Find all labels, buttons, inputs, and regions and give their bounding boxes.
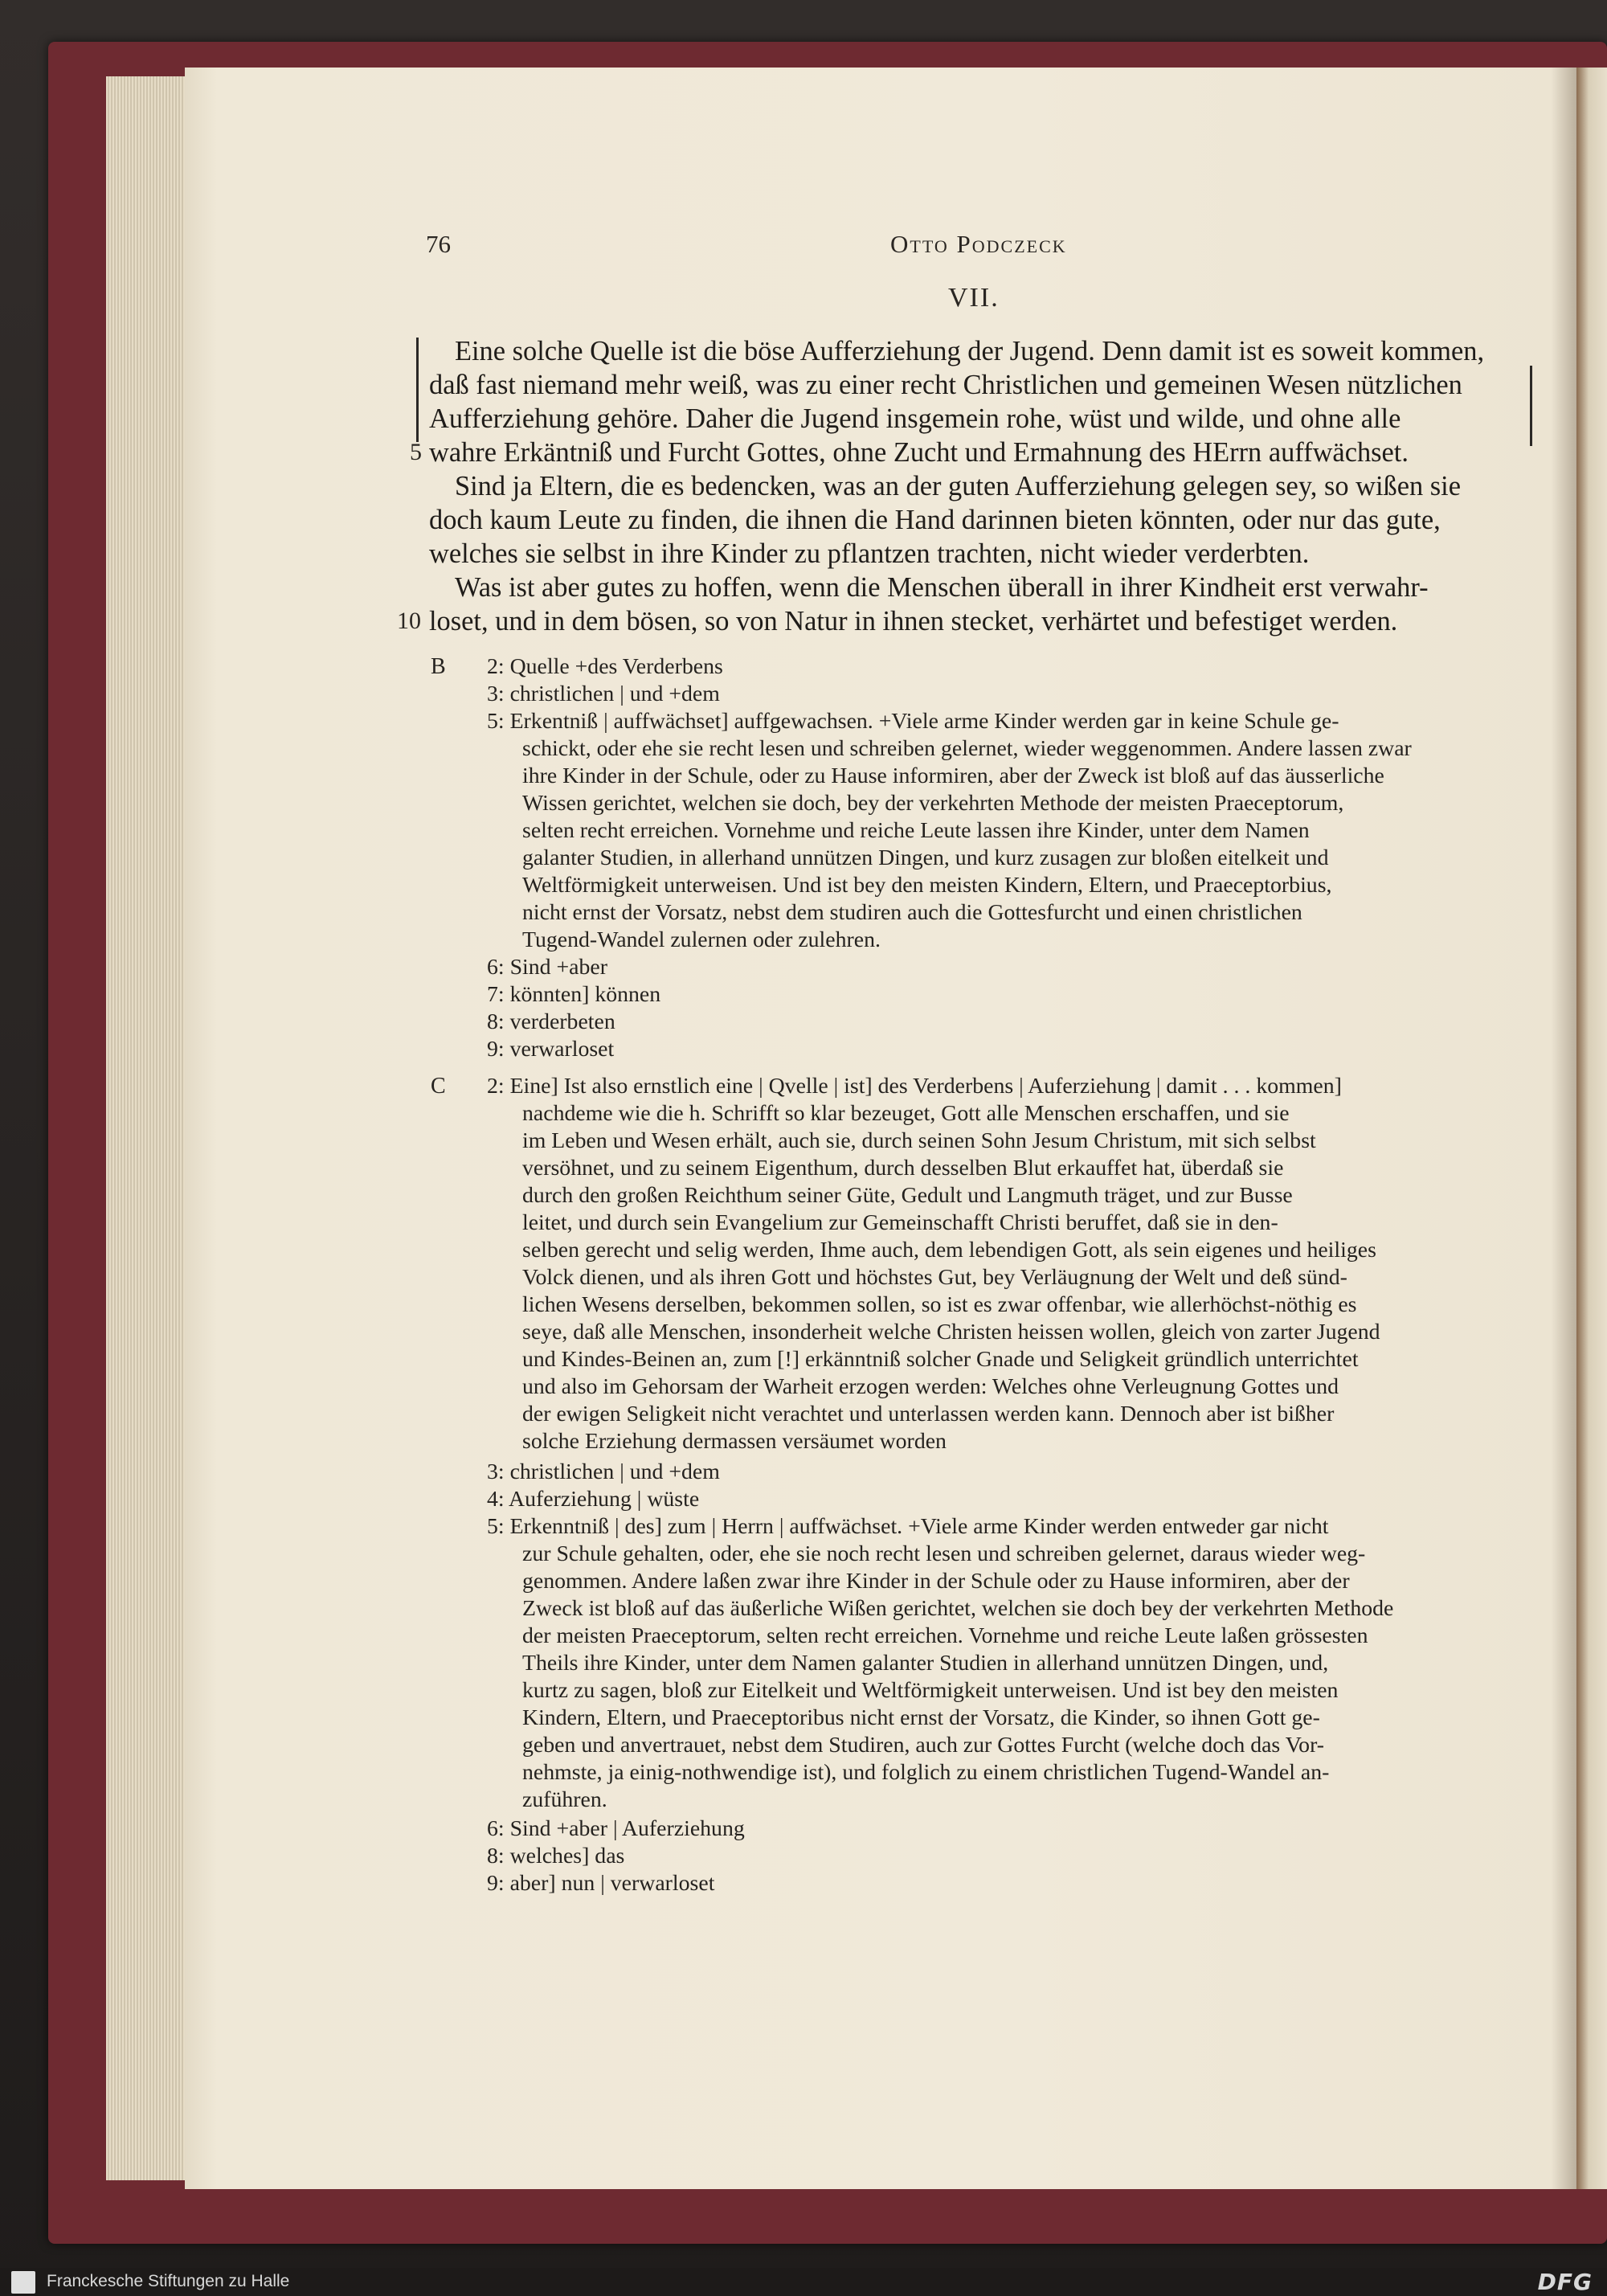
apparatus-line: Kindern, Eltern, und Praeceptoribus nicht ernst der Vorsatz, die Kinder, so ihnen Gott ge- — [522, 1705, 1320, 1730]
main-text-line: loset, und in dem bösen, so von Natur in ihnen stecket, verhärtet und befestiget werden. — [429, 606, 1398, 636]
apparatus-line: zur Schule gehalten, oder, ehe sie noch recht lesen und schreiben gelernet, daraus wieder weg- — [522, 1541, 1366, 1566]
apparatus-line: leitet, und durch sein Evangelium zur Gemeinschafft Christi beruffet, daß sie in den- — [522, 1210, 1278, 1235]
page-number: 76 — [426, 230, 451, 258]
dfg-logo: DFG — [1537, 2269, 1593, 2295]
main-text-line: daß fast niemand mehr weiß, was zu einer recht Christlichen und gemeinen Wesen nützlichen — [429, 370, 1462, 400]
margin-bar-right — [1530, 366, 1532, 446]
apparatus-line: 2: Quelle +des Verderbens — [487, 654, 723, 679]
apparatus-line: Volck dienen, und als ihren Gott und höchstes Gut, bey Verläugnung der Welt und deß sünd- — [522, 1265, 1347, 1290]
apparatus-line: 9: verwarloset — [487, 1037, 615, 1062]
line-number: 5 — [410, 439, 422, 465]
main-text-line: Was ist aber gutes zu hoffen, wenn die Menschen überall in ihrer Kindheit erst verwahr- — [455, 572, 1429, 603]
apparatus-line: solche Erziehung dermassen versäumet worden — [522, 1429, 947, 1454]
apparatus-line: 5: Erkentniß | auffwächset] auffgewachsen. +Viele arme Kinder werden gar in keine Schule ge- — [487, 709, 1339, 734]
main-text-line: Aufferziehung gehöre. Daher die Jugend insgemein rohe, wüst und wilde, und ohne alle — [429, 403, 1401, 434]
apparatus-line: schickt, oder ehe sie recht lesen und schreiben gelernet, wieder weggenommen. Andere lassen zwar — [522, 736, 1412, 761]
main-text-line: Eine solche Quelle ist die böse Aufferziehung der Jugend. Denn damit ist es soweit kommen, — [455, 336, 1485, 366]
apparatus-line: genommen. Andere laßen zwar ihre Kinder in der Schule oder zu Hause informiren, aber der — [522, 1569, 1350, 1594]
apparatus-line: Tugend-Wandel zulernen oder zulehren. — [522, 927, 881, 952]
apparatus-line: Theils ihre Kinder, unter dem Namen galanter Studien in allerhand unnützen Dingen, und, — [522, 1651, 1329, 1676]
apparatus-line: der meisten Praeceptorum, selten recht erreichen. Vornehme und reiche Leute laßen grössesten — [522, 1623, 1368, 1648]
apparatus-line: 8: welches] das — [487, 1844, 625, 1868]
main-text-line: wahre Erkäntniß und Furcht Gottes, ohne Zucht und Ermahnung des HErrn auffwächset. — [429, 437, 1409, 468]
apparatus-line: lichen Wesens derselben, bekommen sollen, so ist es zwar offenbar, wie allerhöchst-nöthig es — [522, 1292, 1357, 1317]
apparatus-line: 8: verderbeten — [487, 1009, 615, 1034]
apparatus-line: 6: Sind +aber | Auferziehung — [487, 1816, 745, 1841]
apparatus-line: durch den großen Reichthum seiner Güte, Gedult und Langmuth träget, und zur Busse — [522, 1183, 1293, 1208]
apparatus-line: nachdeme wie die h. Schrifft so klar bezeuget, Gott alle Menschen erschaffen, und sie — [522, 1101, 1290, 1126]
apparatus-line: 6: Sind +aber — [487, 955, 608, 980]
apparatus-line: und Kindes-Beinen an, zum [!] erkänntniß solcher Gnade und Seligkeit gründlich unterrichtet — [522, 1347, 1359, 1372]
apparatus-line: 4: Auferziehung | wüste — [487, 1487, 700, 1512]
apparatus-line: 9: aber] nun | verwarloset — [487, 1871, 715, 1896]
apparatus-line: selten recht erreichen. Vornehme und reiche Leute lassen ihre Kinder, unter dem Namen — [522, 818, 1310, 843]
apparatus-siglum-c: C — [431, 1074, 446, 1099]
apparatus-line: selben gerecht und selig werden, Ihme auch, dem lebendigen Gott, als sein eigenes und heiliges — [522, 1238, 1376, 1263]
apparatus-line: 3: christlichen | und +dem — [487, 681, 720, 706]
apparatus-line: und also im Gehorsam der Warheit erzogen werden: Welches ohne Verleugnung Gottes und — [522, 1374, 1339, 1399]
main-text-line: welches sie selbst in ihre Kinder zu pflantzen trachten, nicht wieder verderbten. — [429, 538, 1310, 569]
main-text-line: doch kaum Leute zu finden, die ihnen die Hand darinnen bieten könnten, oder nur das gute, — [429, 505, 1441, 535]
apparatus-line: versöhnet, und zu seinem Eigenthum, durch desselben Blut erkauffet hat, überdaß sie — [522, 1156, 1284, 1181]
institution-logo-icon — [11, 2271, 35, 2294]
apparatus-line: kurtz zu sagen, bloß zur Eitelkeit und Weltförmigkeit unterweisen. Und ist bey den meisten — [522, 1678, 1339, 1703]
next-page-edge — [1576, 68, 1607, 2189]
apparatus-line: seye, daß alle Menschen, insonderheit welche Christen heissen wollen, gleich von zarter Jugend — [522, 1320, 1380, 1344]
apparatus-line: im Leben und Wesen erhält, auch sie, durch seinen Sohn Jesum Christum, mit sich selbst — [522, 1128, 1316, 1153]
apparatus-line: 3: christlichen | und +dem — [487, 1459, 720, 1484]
apparatus-line: Weltförmigkeit unterweisen. Und ist bey den meisten Kindern, Eltern, und Praeceptorbius, — [522, 873, 1332, 898]
main-text-line: Sind ja Eltern, die es bedencken, was an der guten Aufferziehung gelegen sey, so wißen sie — [455, 471, 1461, 501]
apparatus-siglum-b: B — [431, 654, 446, 679]
apparatus-line: nicht ernst der Vorsatz, nebst dem studiren auch die Gottesfurcht und einen christlichen — [522, 900, 1302, 925]
apparatus-line: galanter Studien, in allerhand unnützen Dingen, und kurz zusagen zur bloßen eitelkeit und — [522, 845, 1329, 870]
apparatus-line: 2: Eine] Ist also ernstlich eine | Qvelle | ist] des Verderbens | Auferziehung | damit . . . kommen] — [487, 1074, 1342, 1099]
apparatus-line: der ewigen Seligkeit nicht verachtet und unterlassen werden kann. Dennoch aber ist bißher — [522, 1402, 1335, 1426]
running-head-author: Otto Podczeck — [890, 230, 1067, 258]
apparatus-line: zuführen. — [522, 1787, 607, 1812]
apparatus-line: ihre Kinder in der Schule, oder zu Hause informiren, aber der Zweck ist bloß auf das äusserliche — [522, 763, 1384, 788]
apparatus-line: geben und anvertrauet, nebst dem Studiren, auch zur Gottes Furcht (welche doch das Vor- — [522, 1733, 1325, 1758]
apparatus-line: nehmste, ja einig-nothwendige ist), und folglich zu einem christlichen Tugend-Wandel an- — [522, 1760, 1330, 1785]
apparatus-line: 5: Erkenntniß | des] zum | Herrn | auffwächset. +Viele arme Kinder werden entweder gar nicht — [487, 1514, 1329, 1539]
line-number: 10 — [397, 608, 421, 634]
apparatus-line: Zweck ist bloß auf das äußerliche Wißen gerichtet, welchen sie doch bey der verkehrten Methode — [522, 1596, 1394, 1621]
chapter-heading: VII. — [948, 283, 1000, 313]
apparatus-line: 7: könnten] können — [487, 982, 661, 1007]
apparatus-line: Wissen gerichtet, welchen sie doch, bey der verkehrten Methode der meisten Praeceptorum, — [522, 791, 1344, 816]
margin-bar-left — [416, 338, 419, 442]
page-edges — [106, 76, 193, 2180]
institution-name: Franckesche Stiftungen zu Halle — [47, 2272, 290, 2290]
